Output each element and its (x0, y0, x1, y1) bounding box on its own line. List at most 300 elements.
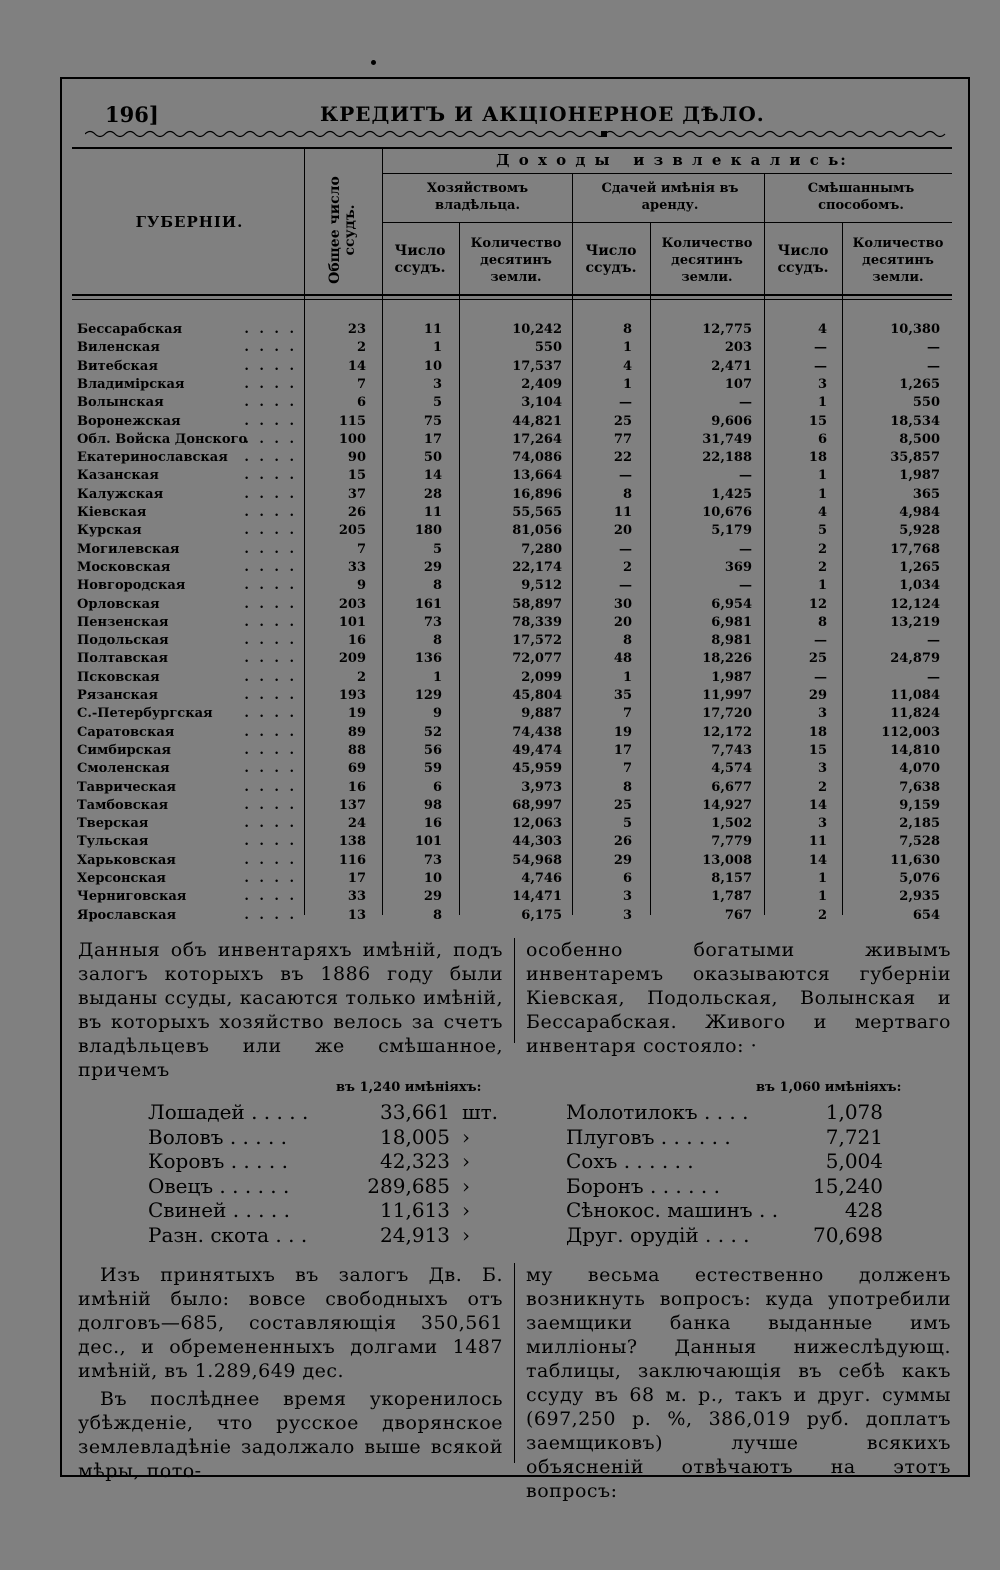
cell-f: 35,857 (890, 450, 940, 466)
cell-e: 1 (817, 889, 827, 905)
cell-e: 18 (808, 450, 827, 466)
inventory-unit: › (462, 1222, 470, 1247)
inventory-livestock (148, 1100, 508, 1250)
leader-dots: . . . . (244, 523, 297, 539)
cell-name: Подольская (77, 633, 169, 649)
cell-e: 15 (808, 413, 827, 429)
cell-d: 12,172 (702, 724, 752, 740)
cell-name: Владимiрская (77, 376, 185, 392)
cell-name: Витебская (77, 358, 158, 374)
subheader-owner: Хозяйствомъ владѣльца. (426, 181, 529, 213)
cell-d: 1,425 (711, 486, 752, 502)
cell-total: 23 (347, 322, 366, 337)
table-row (72, 358, 952, 376)
cell-b: 68,997 (512, 797, 562, 813)
cell-b: 44,303 (512, 834, 562, 850)
cell-d: 1,987 (711, 669, 752, 685)
cell-b: 72,077 (512, 651, 562, 667)
table-row (72, 431, 952, 449)
table-row (72, 504, 952, 522)
cell-e: 2 (817, 779, 827, 795)
cell-total: 33 (347, 559, 366, 575)
cell-f: 4,070 (899, 761, 940, 777)
cell-e: — (814, 669, 827, 685)
inventory-unit: › (462, 1124, 470, 1149)
cell-e: 15 (808, 742, 827, 758)
cell-name: Курская (77, 523, 142, 539)
cell-e: 18 (808, 724, 827, 740)
cell-name: Полтавская (77, 651, 168, 667)
inventory-value: 15,240 (813, 1173, 883, 1198)
cell-f: 1,265 (899, 559, 940, 575)
subheader-mixed: Смѣшаннымъ способомъ. (807, 181, 915, 213)
leader-dots: . . . . (244, 834, 297, 850)
cell-d: 5,179 (711, 523, 752, 539)
table-row (72, 705, 952, 723)
cell-total: 24 (347, 816, 366, 832)
cell-b: 3,104 (521, 395, 562, 411)
leader-dots: . . . . (244, 322, 297, 337)
cell-d: 2,471 (711, 358, 752, 374)
table-row (72, 833, 952, 851)
header-area-1: Количество десятинъ земли. (470, 236, 562, 285)
cell-a: 5 (432, 541, 442, 557)
inventory-implements (566, 1100, 896, 1250)
paragraph-loans-left-1: Изъ принятыхъ въ залогъ Дв. Б. имѣнiй было: вовсе свободныхъ отъ долговъ—685, составляющiя 350,561 дес., и обремененныхъ долгами 1487 имѣнiй, въ 1.289,649 дес. (78, 1264, 503, 1382)
inventory-label: Овецъ . . . . . . (148, 1173, 290, 1198)
cell-name: Смоленская (77, 761, 170, 777)
cell-a: 29 (423, 559, 442, 575)
cell-total: 101 (338, 614, 366, 630)
leader-dots: . . . . (244, 578, 297, 594)
header-bottom-rule-2 (72, 299, 952, 300)
table-row (72, 815, 952, 833)
inventory-label: Сѣнокос. машинъ . . (566, 1198, 779, 1222)
table-row (72, 486, 952, 504)
cell-c: 30 (613, 596, 632, 612)
inventory-label: Воловъ . . . . . (148, 1124, 288, 1149)
cell-total: 138 (338, 834, 366, 850)
cell-total: 89 (347, 724, 366, 740)
cell-d: 8,981 (711, 633, 752, 649)
table-row (72, 687, 952, 705)
cell-f: 12,124 (890, 596, 940, 612)
cell-c: 4 (622, 358, 632, 374)
header-count-2: Число ссудъ. (585, 243, 637, 276)
cell-f: 9,159 (899, 797, 940, 813)
inventory-label: Свиней . . . . . (148, 1198, 290, 1222)
cell-total: 209 (338, 651, 366, 667)
header-bottom-rule (72, 294, 952, 296)
ink-speck (371, 60, 376, 65)
leader-dots: . . . . (244, 395, 297, 411)
cell-c: 7 (622, 761, 632, 777)
cell-total: 14 (347, 358, 366, 374)
cell-total: 13 (347, 907, 366, 923)
table-row (72, 779, 952, 797)
loans-table (72, 147, 952, 923)
ornament-rule (85, 128, 950, 140)
cell-a: 101 (414, 834, 442, 850)
cell-name: Воронежская (77, 413, 181, 429)
inventory-value: 33,661 (380, 1100, 450, 1124)
cell-b: 45,804 (512, 688, 562, 703)
cell-a: 14 (423, 468, 442, 484)
cell-c: 22 (613, 450, 632, 466)
cell-a: 98 (423, 797, 442, 813)
leader-dots: . . . . (244, 797, 297, 813)
cell-c: 3 (622, 907, 632, 923)
leader-dots: . . . . (244, 852, 297, 868)
cell-total: 16 (347, 633, 366, 649)
cell-f: 18,534 (890, 413, 940, 429)
inventory-unit: › (462, 1149, 470, 1173)
table-row (72, 577, 952, 595)
cell-e: 14 (808, 852, 827, 868)
cell-b: 17,537 (512, 358, 562, 374)
running-title: КРЕДИТЪ И АКЦIОНЕРНОЕ ДѢЛО. (320, 102, 765, 126)
paragraph-inventory-left: Данныя объ инвентаряхъ имѣнiй, подъ залогъ которыхъ въ 1886 году были выданы ссуды, касаются только имѣнiй, въ которыхъ хозяйство велось за счетъ владѣльцевъ или же смѣшанное, причемъ (78, 939, 503, 1081)
group-rule (382, 173, 952, 174)
table-row (72, 888, 952, 906)
cell-a: 75 (423, 413, 442, 429)
cell-c: 20 (613, 614, 632, 630)
cell-f: 7,638 (899, 779, 940, 795)
cell-b: 49,474 (512, 742, 562, 758)
cell-f: 1,987 (899, 468, 940, 484)
cell-e: 4 (817, 505, 827, 520)
cell-d: 767 (724, 907, 752, 923)
cell-e: 4 (817, 322, 827, 337)
cell-d: 22,188 (702, 450, 752, 466)
cell-c: — (619, 578, 632, 594)
leader-dots: . . . . (244, 450, 297, 466)
inventory-value: 70,698 (813, 1222, 883, 1247)
subheader-lease: Сдачей имѣнiя въ аренду. (601, 181, 739, 213)
cell-total: 37 (347, 486, 366, 502)
leader-dots: . . . . (244, 706, 297, 722)
cell-d: 203 (724, 340, 752, 356)
inventory-label: Разн. скота . . . (148, 1222, 308, 1247)
table-row (72, 467, 952, 485)
cell-e: 1 (817, 468, 827, 484)
cell-a: 28 (423, 486, 442, 502)
cell-total: 2 (356, 340, 366, 356)
cell-f: 7,528 (899, 834, 940, 850)
cell-total: 17 (347, 871, 366, 886)
cell-e: 1 (817, 395, 827, 411)
cell-c: 8 (622, 779, 632, 795)
paragraph-inventory-right: особенно богатыми живымъ инвентаремъ оказываются губернiи Кiевская, Подольская, Волынская и Бессарабская. Живого и мертваго инвентаря состояло: · (526, 939, 951, 1057)
cell-name: Пензенская (77, 614, 169, 630)
leader-dots: . . . . (244, 358, 297, 374)
table-row (72, 559, 952, 577)
cell-name: Таврическая (77, 779, 176, 795)
cell-f: 4,984 (899, 505, 940, 520)
cell-name: Калужская (77, 486, 164, 502)
cell-e: — (814, 633, 827, 649)
header-area-3: Количество десятинъ земли. (852, 236, 944, 285)
cell-f: 11,824 (890, 706, 940, 722)
table-row (72, 760, 952, 778)
leader-dots: . . . . (244, 688, 297, 703)
cell-name: Рязанская (77, 688, 158, 703)
cell-d: 1,502 (711, 816, 752, 832)
cell-f: 13,219 (890, 614, 940, 630)
inventory-unit: › (462, 1198, 470, 1222)
cell-f: 365 (912, 486, 940, 502)
cell-b: 2,409 (521, 376, 562, 392)
cell-c: 1 (622, 340, 632, 356)
paragraph-loans-right: му весьма естественно долженъ возникнуть вопросъ: куда употребили заемщики банка выданные имъ миллiоны? Данныя нижеслѣдующ. таблицы, заключающiя въ себѣ какъ ссуду въ 68 м. р., такъ и друг. суммы (697,250 р. %, 386,019 руб. доплатъ заемщиковъ) лучше всякихъ объясненiй отвѣчаютъ на этотъ вопросъ: (526, 1264, 951, 1502)
leader-dots: . . . . (244, 596, 297, 612)
paragraph-loans-left (78, 1263, 503, 1483)
cell-a: 50 (423, 450, 442, 466)
table-row (72, 541, 952, 559)
cell-total: 6 (356, 395, 366, 411)
col-header-total: Общее число ссудъ. (327, 176, 358, 284)
cell-e: 1 (817, 578, 827, 594)
cell-e: 2 (817, 559, 827, 575)
cell-a: 3 (432, 376, 442, 392)
table-row (72, 614, 952, 632)
inventory-value: 42,323 (380, 1149, 450, 1173)
cell-c: — (619, 395, 632, 411)
inventory-value: 24,913 (380, 1222, 450, 1247)
cell-b: 6,175 (521, 907, 562, 923)
cell-f: 8,500 (899, 431, 940, 447)
cell-c: 2 (622, 559, 632, 575)
inventory-label: Лошадей . . . . . (148, 1100, 309, 1124)
cell-b: 74,086 (512, 450, 562, 466)
inventory-value: 18,005 (380, 1124, 450, 1149)
inventory-value: 428 (844, 1198, 883, 1222)
cell-d: 13,008 (702, 852, 752, 868)
leader-dots: . . . . (244, 505, 297, 520)
cell-total: 9 (356, 578, 366, 594)
cell-total: 100 (338, 431, 366, 447)
cell-e: 3 (817, 376, 827, 392)
cell-name: Кiевская (77, 505, 147, 520)
cell-name: Екатеринославская (77, 450, 228, 466)
cell-e: 11 (808, 834, 827, 850)
cell-total: 7 (356, 541, 366, 557)
cell-d: — (739, 468, 752, 484)
cell-c: 17 (613, 742, 632, 758)
cell-e: 5 (817, 523, 827, 539)
inventory-value: 5,004 (825, 1149, 883, 1173)
cell-e: 6 (817, 431, 827, 447)
cell-name: Бессарабская (77, 322, 183, 337)
header-area-2: Количество десятинъ земли. (661, 236, 753, 285)
cell-name: Харьковская (77, 852, 176, 868)
cell-total: 16 (347, 779, 366, 795)
inventory-right-heading: въ 1,060 имѣнiяхъ: (756, 1080, 902, 1095)
leader-dots: . . . . (244, 340, 297, 356)
cell-b: 81,056 (512, 523, 562, 539)
cell-d: 9,606 (711, 413, 752, 429)
cell-name: Тамбовская (77, 797, 169, 813)
cell-b: 54,968 (512, 852, 562, 868)
cell-name: Симбирская (77, 742, 172, 758)
cell-b: 3,973 (521, 779, 562, 795)
leader-dots: . . . . (244, 486, 297, 502)
cell-d: 107 (724, 376, 752, 392)
cell-d: 369 (724, 559, 752, 575)
table-row (72, 724, 952, 742)
cell-d: 14,927 (702, 797, 752, 813)
cell-f: 1,265 (899, 376, 940, 392)
leader-dots: . . . . (244, 413, 297, 429)
cell-total: 205 (338, 523, 366, 539)
cell-total: 15 (347, 468, 366, 484)
cell-a: 136 (414, 651, 442, 667)
cell-b: 9,512 (521, 578, 562, 594)
cell-a: 1 (432, 340, 442, 356)
cell-e: 2 (817, 541, 827, 557)
cell-f: 550 (912, 395, 940, 411)
inventory-label: Молотилокъ . . . . (566, 1100, 749, 1124)
cell-name: Волынская (77, 395, 164, 411)
cell-total: 19 (347, 706, 366, 722)
cell-e: 8 (817, 614, 827, 630)
cell-a: 73 (423, 852, 442, 868)
cell-a: 17 (423, 431, 442, 447)
cell-f: 1,034 (899, 578, 940, 594)
table-row (72, 413, 952, 431)
inventory-unit: шт. (462, 1100, 499, 1124)
cell-b: 17,572 (512, 633, 562, 649)
cell-a: 8 (432, 633, 442, 649)
cell-c: 11 (613, 505, 632, 520)
cell-a: 180 (414, 523, 442, 539)
cell-f: 654 (912, 907, 940, 923)
cell-d: 18,226 (702, 651, 752, 667)
table-row (72, 596, 952, 614)
cell-f: 2,185 (899, 816, 940, 832)
cell-a: 8 (432, 578, 442, 594)
table-row (72, 522, 952, 540)
cell-f: 17,768 (890, 541, 940, 557)
inventory-label: Коровъ . . . . . (148, 1149, 288, 1173)
cell-f: 11,630 (890, 852, 940, 868)
leader-dots: . . . . (244, 651, 297, 667)
cell-f: — (927, 669, 940, 685)
cell-b: 44,821 (512, 413, 562, 429)
cell-c: 1 (622, 376, 632, 392)
cell-d: 4,574 (711, 761, 752, 777)
cell-c: 29 (613, 852, 632, 868)
cell-c: 8 (622, 322, 632, 337)
cell-c: 25 (613, 797, 632, 813)
cell-f: 11,084 (890, 688, 940, 703)
cell-e: 3 (817, 706, 827, 722)
cell-a: 5 (432, 395, 442, 411)
cell-e: — (814, 340, 827, 356)
cell-b: 78,339 (512, 614, 562, 630)
cell-d: 11,997 (702, 688, 752, 703)
cell-a: 10 (423, 871, 442, 886)
inventory-label: Сохъ . . . . . . (566, 1149, 694, 1173)
cell-b: 12,063 (512, 816, 562, 832)
leader-dots: . . . . (244, 779, 297, 795)
cell-d: 7,743 (711, 742, 752, 758)
leader-dots: . . . . (244, 907, 297, 923)
cell-name: Херсонская (77, 871, 166, 886)
cell-d: 7,779 (711, 834, 752, 850)
cell-e: 1 (817, 871, 827, 886)
cell-a: 11 (423, 505, 442, 520)
cell-c: 25 (613, 413, 632, 429)
table-row (72, 650, 952, 668)
cell-name: Могилевская (77, 541, 180, 557)
cell-name: Московская (77, 559, 171, 575)
cell-b: 4,746 (521, 871, 562, 886)
header-count-3: Число ссудъ. (777, 243, 829, 276)
cell-name: Виленская (77, 340, 160, 356)
leader-dots: . . . . (244, 468, 297, 484)
cell-total: 90 (347, 450, 366, 466)
cell-a: 29 (423, 889, 442, 905)
table-row (72, 852, 952, 870)
cell-c: 35 (613, 688, 632, 703)
cell-name: С.-Петербургская (77, 706, 213, 722)
cell-c: 7 (622, 706, 632, 722)
cell-total: 193 (338, 688, 366, 703)
cell-total: 26 (347, 505, 366, 520)
cell-f: — (927, 358, 940, 374)
page-number: 196] (105, 102, 159, 127)
table-row (72, 339, 952, 357)
cell-b: 550 (534, 340, 562, 356)
cell-b: 2,099 (521, 669, 562, 685)
column-separator (514, 938, 515, 1043)
inventory-label: Плуговъ . . . . . . (566, 1124, 731, 1149)
cell-name: Обл. Войска Донского (77, 431, 248, 447)
cell-c: 19 (613, 724, 632, 740)
cell-total: 116 (338, 852, 366, 868)
leader-dots: . . . . (244, 559, 297, 575)
table-row (72, 669, 952, 687)
cell-f: — (927, 633, 940, 649)
cell-d: 8,157 (711, 871, 752, 886)
cell-c: 8 (622, 486, 632, 502)
cell-f: — (927, 340, 940, 356)
cell-e: 3 (817, 761, 827, 777)
leader-dots: . . . . (244, 761, 297, 777)
cell-d: 6,981 (711, 614, 752, 630)
table-row (72, 632, 952, 650)
cell-b: 16,896 (512, 486, 562, 502)
table-row (72, 321, 952, 339)
cell-d: 10,676 (702, 505, 752, 520)
inventory-label: Боронъ . . . . . . (566, 1173, 720, 1198)
cell-c: 6 (622, 871, 632, 886)
cell-b: 55,565 (512, 505, 562, 520)
cell-b: 14,471 (512, 889, 562, 905)
cell-b: 13,664 (512, 468, 562, 484)
cell-e: — (814, 358, 827, 374)
cell-name: Тульская (77, 834, 149, 850)
cell-f: 5,928 (899, 523, 940, 539)
cell-a: 161 (414, 596, 442, 612)
cell-f: 112,003 (881, 724, 940, 740)
cell-a: 9 (432, 706, 442, 722)
cell-b: 10,242 (512, 322, 562, 337)
cell-d: — (739, 541, 752, 557)
cell-b: 45,959 (512, 761, 562, 777)
column-separator-2 (514, 1263, 515, 1463)
